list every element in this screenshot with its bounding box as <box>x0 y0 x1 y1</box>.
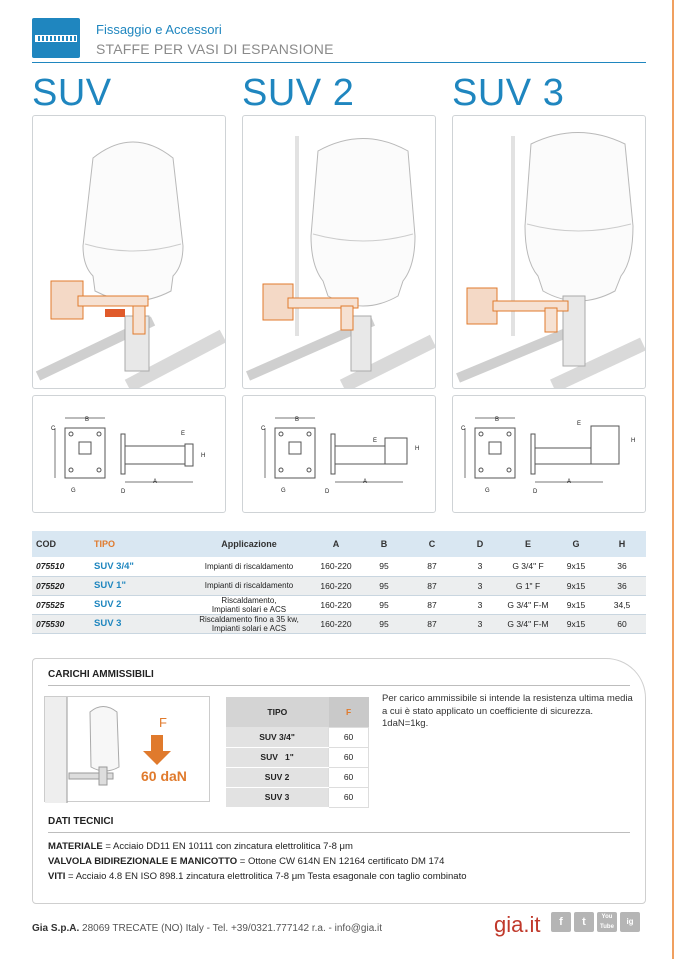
dim-label-e: E <box>577 421 582 427</box>
loads-heading: CARICHI AMMISSIBILI <box>48 669 154 680</box>
cell-b: 95 <box>362 576 406 595</box>
cell-g: 9x15 <box>554 557 598 576</box>
product-image-suv2 <box>242 115 436 389</box>
subcategory-title: STAFFE PER VASI DI ESPANSIONE <box>96 41 334 57</box>
cell-d: 3 <box>458 595 502 614</box>
product-title-suv3: SUV 3 <box>452 72 565 114</box>
col-header-e: E <box>502 531 554 557</box>
loads-note: Per carico ammissibile si intende la resistenza ultima media a cui è stato applicato un coefficiente di sicurezza. 1daN=1kg. <box>382 693 633 729</box>
category-title: Fissaggio e Accessori <box>96 22 222 37</box>
header-divider <box>32 62 646 63</box>
dim-label-h: H <box>631 438 636 444</box>
product-title-suv2: SUV 2 <box>242 72 355 114</box>
cell-c: 87 <box>406 576 458 595</box>
cell-f: 60 <box>329 767 369 787</box>
tech-line-materiale: MATERIALE = Acciaio DD11 EN 10111 con zincatura elettrolitica 7-8 μm <box>48 841 353 852</box>
col-header-tipo: TIPO <box>226 697 329 727</box>
col-header-g: G <box>554 531 598 557</box>
dim-label-c: C <box>461 426 466 432</box>
cell-f: 60 <box>329 727 369 747</box>
dim-label-g: G <box>281 488 286 494</box>
cell-b: 95 <box>362 557 406 576</box>
col-header-b: B <box>362 531 406 557</box>
cell-e: G 3/4" F-M <box>502 595 554 614</box>
dim-label-h: H <box>415 446 420 452</box>
table-row <box>32 557 646 576</box>
dim-label-d: D <box>325 489 330 495</box>
cell-cod: 075530 <box>32 614 88 633</box>
dim-label-g: G <box>485 488 490 494</box>
cell-tipo: SUV 1" <box>226 747 329 767</box>
cell-d: 3 <box>458 576 502 595</box>
cell-h: 36 <box>598 576 646 595</box>
cell-g: 9x15 <box>554 595 598 614</box>
table-row <box>226 787 369 807</box>
category-logo-icon <box>32 18 80 58</box>
cell-h: 60 <box>598 614 646 633</box>
cell-h: 36 <box>598 557 646 576</box>
force-label: F <box>159 715 167 730</box>
cell-tipo: SUV 3/4" <box>88 557 188 576</box>
tech-line-valvola: VALVOLA BIDIREZIONALE E MANICOTTO = Ottone CW 614N EN 12164 certificato DM 174 <box>48 856 445 867</box>
load-illustration <box>44 696 210 802</box>
dim-label-b: B <box>295 417 300 423</box>
cell-c: 87 <box>406 614 458 633</box>
cell-d: 3 <box>458 557 502 576</box>
product-image-suv <box>32 115 226 389</box>
cell-applicazione: Impianti di riscaldamento <box>188 557 310 576</box>
cell-a: 160-220 <box>310 576 362 595</box>
cell-applicazione: Riscaldamento, Impianti solari e ACS <box>188 595 310 614</box>
cell-cod: 075510 <box>32 557 88 576</box>
dim-label-b: B <box>85 417 90 423</box>
cell-tipo: SUV 1" <box>88 576 188 595</box>
tech-divider <box>48 832 630 833</box>
cell-a: 160-220 <box>310 595 362 614</box>
cell-f: 60 <box>329 747 369 767</box>
table-header-row <box>226 697 369 727</box>
cell-b: 95 <box>362 614 406 633</box>
specification-table <box>32 531 646 634</box>
table-row <box>226 727 369 747</box>
dim-label-b: B <box>495 417 500 423</box>
facebook-icon[interactable]: f <box>551 912 571 932</box>
cell-tipo: SUV 2 <box>88 595 188 614</box>
cell-a: 160-220 <box>310 557 362 576</box>
cell-e: G 3/4" F <box>502 557 554 576</box>
dim-label-a: A <box>567 479 572 485</box>
col-header-h: H <box>598 531 646 557</box>
cell-f: 60 <box>329 787 369 807</box>
cell-applicazione: Riscaldamento fino a 35 kw, Impianti solari e ACS <box>188 614 310 633</box>
tech-heading: DATI TECNICI <box>48 816 114 827</box>
dim-label-e: E <box>373 438 378 444</box>
dim-label-c: C <box>51 426 56 432</box>
loads-divider <box>48 685 630 686</box>
cell-tipo: SUV 3/4" <box>226 727 329 747</box>
technical-drawing-suv3 <box>452 395 646 513</box>
dim-label-a: A <box>363 479 368 485</box>
col-header-applicazione: Applicazione <box>188 531 310 557</box>
col-header-c: C <box>406 531 458 557</box>
dim-label-a: A <box>153 479 158 485</box>
col-header-cod: COD <box>32 531 88 557</box>
dim-label-e: E <box>181 431 186 437</box>
col-header-a: A <box>310 531 362 557</box>
col-header-tipo: TIPO <box>88 531 188 557</box>
cell-e: G 1" F <box>502 576 554 595</box>
cell-g: 9x15 <box>554 614 598 633</box>
force-value: 60 daN <box>141 768 187 784</box>
technical-drawing-suv2 <box>242 395 436 513</box>
cell-h: 34,5 <box>598 595 646 614</box>
product-title-suv: SUV <box>32 72 112 114</box>
table-row <box>226 747 369 767</box>
cell-applicazione: Impianti di riscaldamento <box>188 576 310 595</box>
dim-label-h: H <box>201 453 206 459</box>
cell-e: G 3/4" F-M <box>502 614 554 633</box>
table-header-row <box>32 531 646 557</box>
dim-label-g: G <box>71 488 76 494</box>
loads-table <box>226 697 369 808</box>
cell-cod: 075520 <box>32 576 88 595</box>
cell-d: 3 <box>458 614 502 633</box>
col-header-d: D <box>458 531 502 557</box>
dim-label-d: D <box>533 489 538 495</box>
cell-c: 87 <box>406 557 458 576</box>
table-row <box>226 767 369 787</box>
table-row <box>32 576 646 595</box>
col-header-f: F <box>329 697 369 727</box>
brand-link[interactable]: gia.it <box>494 912 541 937</box>
table-row <box>32 595 646 614</box>
cell-tipo: SUV 2 <box>226 767 329 787</box>
cell-cod: 075525 <box>32 595 88 614</box>
instagram-icon[interactable]: ig <box>620 912 640 932</box>
table-row <box>32 614 646 633</box>
cell-tipo: SUV 3 <box>226 787 329 807</box>
cell-g: 9x15 <box>554 576 598 595</box>
tech-line-viti: VITI = Acciaio 4.8 EN ISO 898.1 zincatura elettrolitica 7-8 μm Testa esagonale con taglio combinato <box>48 871 467 882</box>
technical-drawing-suv <box>32 395 226 513</box>
footer-address: Gia S.p.A. 28069 TRECATE (NO) Italy - Tel. +39/0321.777142 r.a. - info@gia.it <box>32 923 383 934</box>
twitter-icon[interactable]: t <box>574 912 594 932</box>
cell-tipo: SUV 3 <box>88 614 188 633</box>
cell-c: 87 <box>406 595 458 614</box>
product-image-suv3 <box>452 115 646 389</box>
cell-b: 95 <box>362 595 406 614</box>
dim-label-c: C <box>261 426 266 432</box>
dim-label-d: D <box>121 489 126 495</box>
youtube-icon[interactable]: You Tube <box>597 912 617 932</box>
page-edge-accent <box>672 0 674 959</box>
cell-a: 160-220 <box>310 614 362 633</box>
